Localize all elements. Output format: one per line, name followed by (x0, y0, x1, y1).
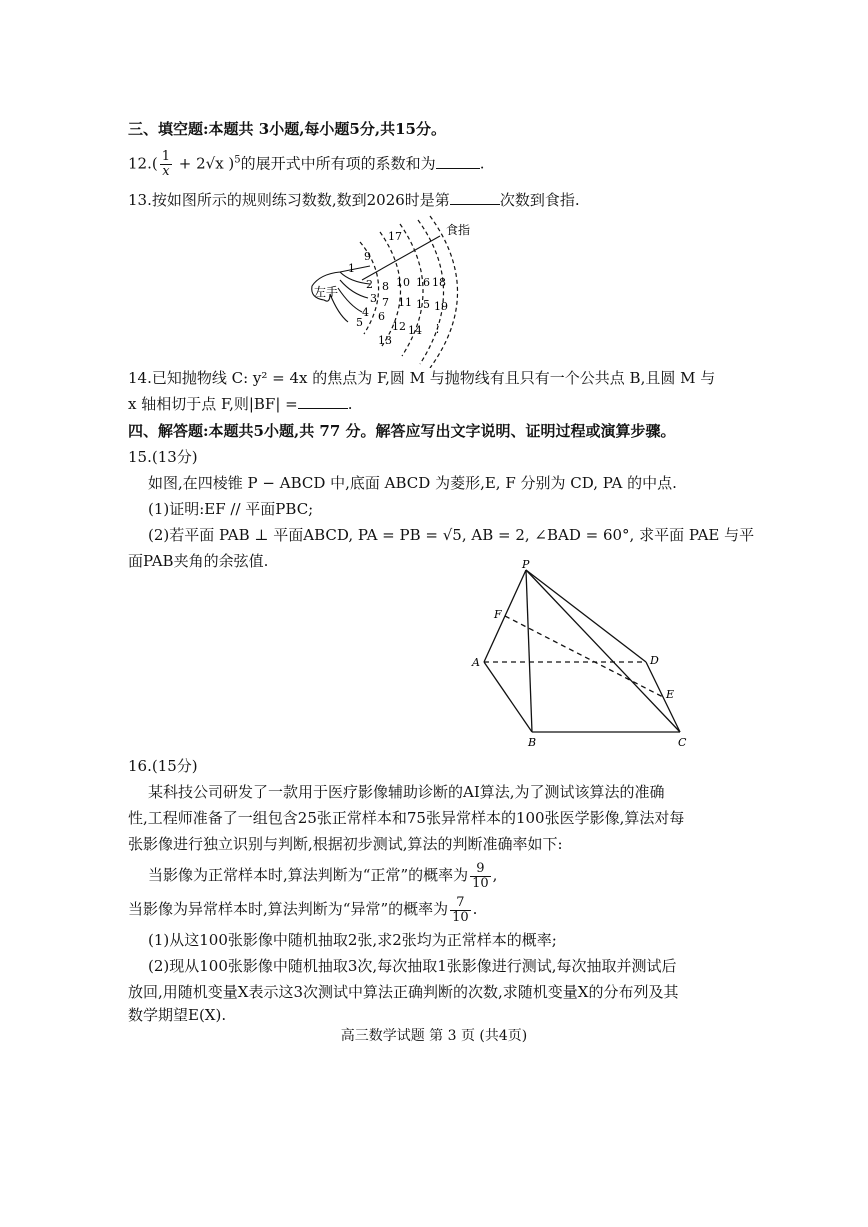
question-end: . (479, 154, 485, 173)
pyramid-figure (470, 560, 700, 750)
question-16-line-1: 某科技公司研发了一款用于医疗影像辅助诊断的AI算法,为了测试该算法的准确 (148, 783, 665, 801)
finger-number: 4 (362, 306, 369, 319)
condition-end: . (472, 900, 478, 918)
finger-number: 17 (388, 230, 402, 243)
question-16-line-2: 性,工程师准备了一组包含25张正常样本和75张异常样本的100张医学影像,算法对每 (128, 809, 685, 827)
finger-number: 6 (378, 310, 385, 323)
expr-paren: ( (151, 154, 158, 173)
question-16-line-3: 张影像进行独立识别与判断,根据初步测试,算法的判断准确率如下: (128, 835, 563, 853)
condition-text: 当影像为异常样本时,算法判断为“异常”的概率为 (128, 900, 449, 918)
question-14-line-1: 14.已知抛物线 C: y² = 4x 的焦点为 F,圆 M 与抛物线有且只有一个公共点 B,且圆 M 与 (128, 369, 716, 387)
finger-number: 10 (396, 276, 410, 289)
section-3-heading: 三、填空题:本题共 3小题,每小题5分,共15分。 (128, 120, 446, 138)
fraction-denominator: 10 (472, 875, 489, 891)
question-15-part-1: (1)证明:EF // 平面PBC; (148, 500, 314, 518)
question-16-part-2-line-2: 放回,用随机变量X表示这3次测试中算法正确判断的次数,求随机变量X的分布列及其 (128, 983, 679, 1001)
finger-number: 3 (370, 292, 377, 305)
question-15-part-2-line-2: 面PAB夹角的余弦值. (128, 552, 269, 570)
question-16-part-1: (1)从这100张影像中随机抽取2张,求2张均为正常样本的概率; (148, 931, 557, 949)
counting-hand-figure (300, 214, 480, 368)
exponent: 5 (234, 154, 241, 166)
question-number: 13. (128, 191, 152, 209)
finger-number: 8 (382, 280, 389, 293)
fraction (450, 896, 471, 925)
label-D: D (650, 654, 659, 667)
fraction-numerator: 9 (470, 862, 491, 877)
edge-PB (526, 570, 532, 732)
page-footer: 高三数学试题 第 3 页 (共4页) (340, 1028, 528, 1044)
left-hand-label: 左手 (314, 285, 339, 299)
finger-number: 2 (366, 278, 373, 291)
finger-number: 1 (348, 262, 355, 275)
condition-end: , (492, 866, 498, 884)
label-B: B (528, 736, 537, 749)
question-16-condition-2 (128, 892, 477, 926)
answer-blank[interactable] (436, 154, 480, 169)
finger-number: 5 (356, 316, 363, 329)
answer-blank[interactable] (298, 394, 348, 409)
label-F: F (494, 608, 502, 621)
question-16-part-2-line-3: 数学期望E(X). (128, 1006, 227, 1024)
finger-number: ⋮ (432, 322, 443, 335)
fraction-numerator: 7 (450, 896, 471, 911)
finger-number: 15 (416, 298, 430, 311)
label-A: A (472, 656, 480, 669)
fraction-numerator: 1 (161, 149, 170, 164)
section-4-heading: 四、解答题:本题共5小题,共 77 分。解答应写出文字说明、证明过程或演算步骤。 (128, 422, 676, 440)
fraction (160, 150, 172, 179)
answer-blank[interactable] (450, 190, 500, 205)
fraction-denominator: x (162, 164, 170, 179)
question-15-intro: 如图,在四棱锥 P − ABCD 中,底面 ABCD 为菱形,E, F 分别为 CD, PA 的中点. (148, 474, 677, 492)
question-text: x 轴相切于点 F,则|BF| = (128, 395, 298, 413)
finger-number: 18 (432, 276, 446, 289)
question-15-header: 15.(13分) (128, 448, 198, 466)
finger-number: 9 (364, 250, 371, 263)
question-end: . (347, 395, 353, 413)
question-14-line-2 (128, 394, 353, 414)
finger-number: 11 (398, 296, 412, 309)
question-text-end: 次数到食指. (499, 191, 580, 209)
label-P: P (522, 560, 530, 571)
edge-PD (526, 570, 646, 662)
edge-DC (646, 662, 680, 732)
question-15-part-2-line-1: (2)若平面 PAB ⊥ 平面ABCD, PA = PB = √5, AB = 2, ∠BAD = 60°, 求平面 PAE 与平 (148, 526, 755, 544)
finger-number: 13 (378, 334, 392, 347)
finger-number: 14 (408, 324, 422, 337)
edge-AB (484, 662, 532, 732)
edge-PC (526, 570, 680, 732)
expr-mid: + 2√x ) (174, 154, 235, 173)
question-text: 的展开式中所有项的系数和为 (240, 154, 436, 173)
label-E: E (666, 688, 675, 701)
finger-number: 7 (382, 296, 389, 309)
question-16-part-2-line-1: (2)现从100张影像中随机抽取3次,每次抽取1张影像进行测试,每次抽取并测试后 (148, 957, 677, 975)
finger-number: 12 (392, 320, 406, 333)
condition-text: 当影像为正常样本时,算法判断为“正常”的概率为 (148, 866, 469, 884)
question-16-header: 16.(15分) (128, 757, 198, 775)
question-12 (128, 150, 484, 179)
label-C: C (678, 736, 687, 749)
question-13 (128, 190, 580, 210)
question-16-condition-1 (148, 858, 497, 892)
fraction (470, 862, 491, 891)
finger-number: 16 (416, 276, 430, 289)
finger-numbers (348, 230, 448, 347)
question-text: 按如图所示的规则练习数数,数到2026时是第 (151, 191, 450, 209)
index-finger-label: 食指 (446, 223, 471, 237)
finger-number: 19 (434, 300, 448, 313)
question-number: 12. (128, 154, 152, 173)
fraction-denominator: 10 (452, 909, 469, 925)
